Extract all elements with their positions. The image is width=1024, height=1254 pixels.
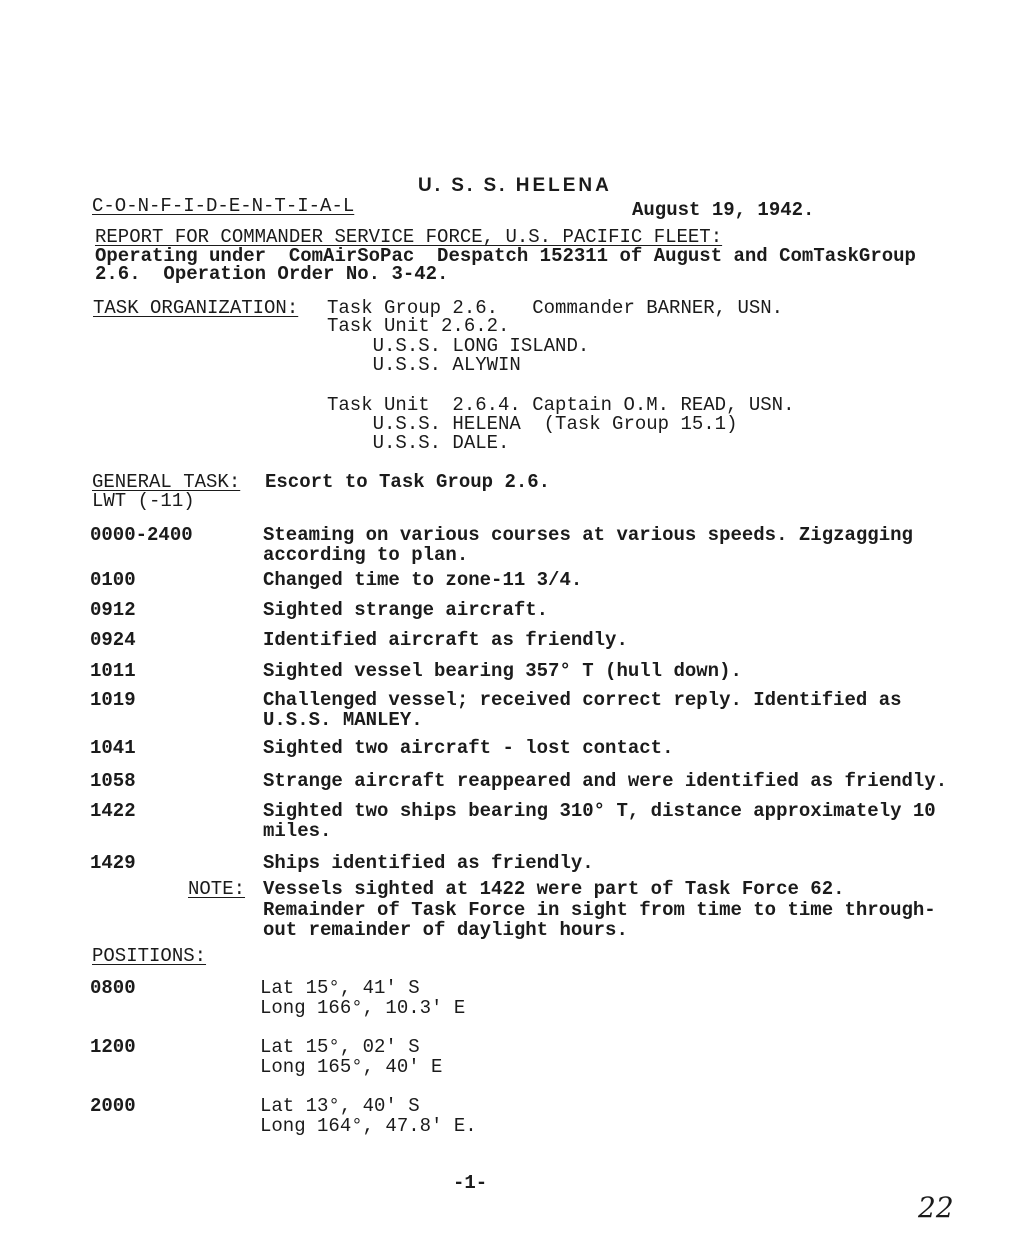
log-time: 1019	[90, 689, 136, 711]
log-time: 1422	[90, 800, 136, 822]
log-text: Steaming on various courses at various speeds. Zigzagging according to plan.	[263, 524, 913, 566]
log-time: 0000-2400	[90, 524, 193, 546]
report-operation-order: 2.6. Operation Order No. 3-42.	[95, 263, 449, 285]
position-long: Long 165°, 40' E	[260, 1056, 443, 1078]
log-time: 1041	[90, 737, 136, 759]
position-lat: Lat 15°, 02' S	[260, 1036, 420, 1058]
page-number: -1-	[453, 1172, 488, 1194]
general-task-text: Escort to Task Group 2.6.	[265, 471, 551, 493]
note-line: Remainder of Task Force in sight from time to time through-	[263, 899, 936, 921]
position-time: 2000	[90, 1095, 136, 1117]
ship-title: U. S. S. HELENA	[418, 175, 612, 196]
position-long: Long 164°, 47.8' E.	[260, 1115, 477, 1137]
task-org-line: Task Unit 2.6.4. Captain O.M. READ, USN.	[327, 394, 795, 416]
note-label: NOTE:	[188, 878, 246, 900]
time-zone-label: LWT (-11)	[92, 490, 195, 512]
task-org-line: U.S.S. DALE.	[327, 432, 510, 454]
handwritten-page-number: 22	[918, 1191, 954, 1224]
task-org-line: U.S.S. ALYWIN	[327, 354, 521, 376]
report-operating-line: Operating under ComAirSoPac Despatch 152311 of August and ComTaskGroup	[95, 245, 916, 267]
position-long: Long 166°, 10.3' E	[260, 997, 466, 1019]
log-text: Identified aircraft as friendly.	[263, 629, 628, 651]
position-lat: Lat 13°, 40' S	[260, 1095, 420, 1117]
position-time: 0800	[90, 977, 136, 999]
report-date: August 19, 1942.	[632, 199, 815, 221]
log-text: Strange aircraft reappeared and were identified as friendly.	[263, 770, 948, 792]
positions-label: POSITIONS:	[92, 945, 207, 967]
task-org-line: U.S.S. LONG ISLAND.	[327, 335, 590, 357]
task-org-line: Task Unit 2.6.2.	[327, 315, 510, 337]
note-line: Vessels sighted at 1422 were part of Task Force 62.	[263, 878, 845, 900]
log-time: 1011	[90, 660, 136, 682]
log-time: 1429	[90, 852, 136, 874]
log-text: Sighted two aircraft - lost contact.	[263, 737, 674, 759]
log-time: 0100	[90, 569, 136, 591]
position-lat: Lat 15°, 41' S	[260, 977, 420, 999]
position-time: 1200	[90, 1036, 136, 1058]
log-time: 0924	[90, 629, 136, 651]
task-org-line: Task Group 2.6. Commander BARNER, USN.	[327, 297, 784, 319]
general-task-label: GENERAL TASK:	[92, 471, 241, 493]
log-text: Challenged vessel; received correct reply. Identified as U.S.S. MANLEY.	[263, 689, 902, 731]
note-line: out remainder of daylight hours.	[263, 919, 628, 941]
log-text: Ships identified as friendly.	[263, 852, 594, 874]
log-text: Sighted strange aircraft.	[263, 599, 549, 621]
log-time: 1058	[90, 770, 136, 792]
log-text: Sighted vessel bearing 357° T (hull down).	[263, 660, 742, 682]
task-organization-label: TASK ORGANIZATION:	[93, 297, 299, 319]
task-org-line: U.S.S. HELENA (Task Group 15.1)	[327, 413, 738, 435]
log-time: 0912	[90, 599, 136, 621]
log-text: Sighted two ships bearing 310° T, distance approximately 10 miles.	[263, 800, 936, 842]
log-text: Changed time to zone-11 3/4.	[263, 569, 583, 591]
report-heading: REPORT FOR COMMANDER SERVICE FORCE, U.S. PACIFIC FLEET:	[95, 226, 723, 248]
classification-label: C-O-N-F-I-D-E-N-T-I-A-L	[92, 195, 355, 217]
